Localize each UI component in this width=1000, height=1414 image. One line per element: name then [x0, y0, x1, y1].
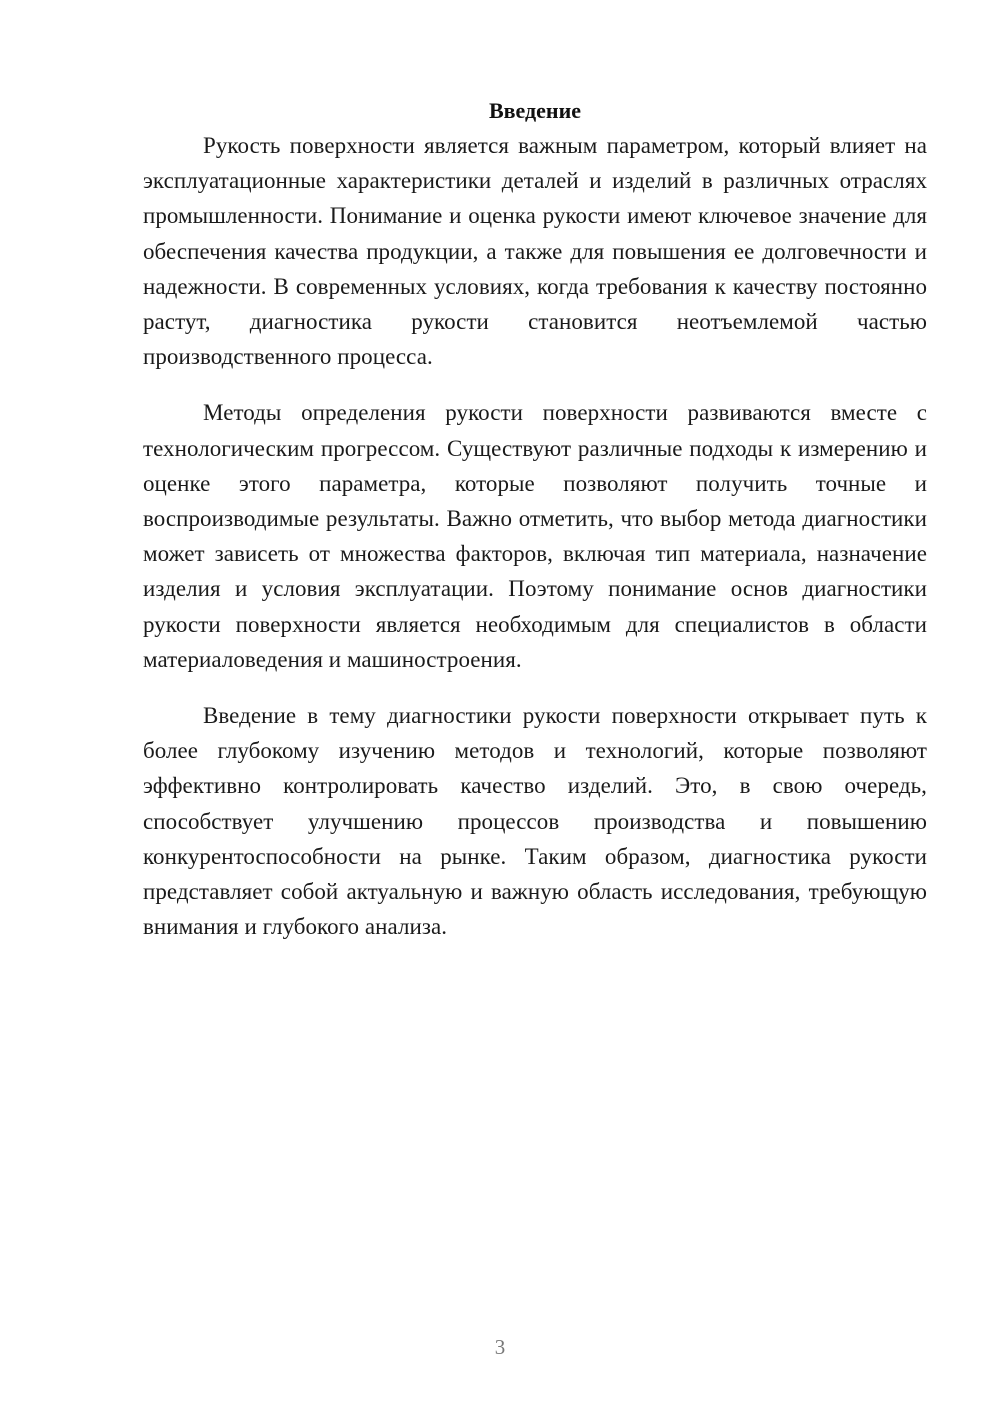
page-content — [143, 95, 927, 944]
paragraph-1: Рукость поверхности является важным параметром, который влияет на эксплуатационные характеристики деталей и изделий в различных отраслях промышленности. Понимание и оценка рукости имеют ключевое значение для обеспечения качества продукции, а также для повышения ее долговечности и надежности. В современных условиях, когда требования к качеству постоянно растут, диагностика рукости становится неотъемлемой частью производственного процесса. — [143, 133, 927, 370]
paragraph-2: Методы определения рукости поверхности развиваются вместе с технологическим прогрессом. Существуют различные подходы к измерению и оценке этого параметра, которые позволяют получить точные и воспроизводимые результаты. Важно отметить, что выбор метода диагностики может зависеть от множества факторов, включая тип материала, назначение изделия и условия эксплуатации. Поэтому понимание основ диагностики рукости поверхности является необходимым для специалистов в области материаловедения и машиностроения. — [143, 400, 927, 672]
section-heading: Введение — [488, 98, 582, 123]
page-number: 3 — [494, 1335, 506, 1359]
paragraph-3: Введение в тему диагностики рукости поверхности открывает путь к более глубокому изучению методов и технологий, которые позволяют эффективно контролировать качество изделий. Это, в свою очередь, способствует улучшению процессов производства и повышению конкурентоспособности на рынке. Таким образом, диагностика рукости представляет собой актуальную и важную область исследования, требующую внимания и глубокого анализа. — [143, 703, 927, 940]
